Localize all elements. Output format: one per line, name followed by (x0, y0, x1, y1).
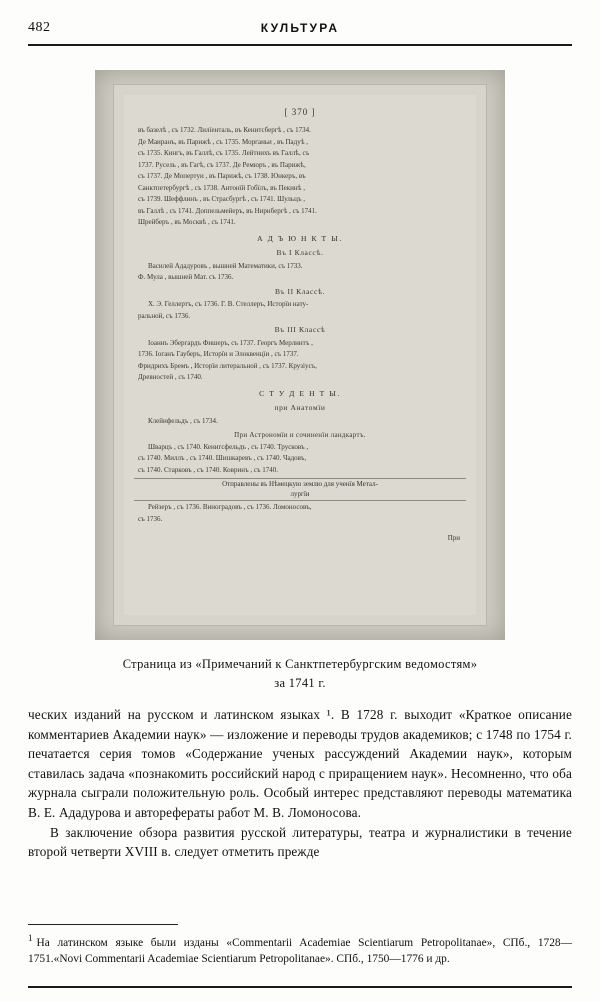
plate-subsection-class2: Въ II Классѣ. (274, 286, 326, 296)
page-folio: 482 (28, 20, 51, 35)
plate-line: Іоаннъ Эбергардъ Фишеръ, съ 1737. Георгъ Мерлинтъ , (148, 338, 313, 347)
facsimile-plate (95, 70, 505, 640)
plate-line: Рейзеръ , съ 1736. Виноградовъ , съ 1736. Ломоносовъ, (148, 503, 312, 511)
plate-section-adjuncts: А Д Ъ Ю Н К Т Ы. (257, 233, 343, 243)
plate-line: Де Маиранъ, въ Парижѣ , съ 1735. Морганьи , въ Падуѣ , (138, 137, 309, 146)
plate-metallurgy-heading (134, 478, 466, 501)
plate-catchword: При (447, 534, 460, 542)
plate-subsection-anatomy: при Анатомїи (274, 403, 326, 412)
caption-line-2: за 1741 г. (274, 676, 326, 690)
running-head (28, 20, 572, 42)
body-text (28, 705, 572, 862)
plate-line: Шварцъ , съ 1740. Кенигсфельдъ , съ 1740. Трусковъ , (148, 442, 309, 451)
plate-line: Василей Ададуровъ , вышней Математики, съ 1733. (148, 261, 303, 270)
plate-line: съ 1737. Де Мопертуи , въ Парижѣ, съ 1738. Юнкеръ, въ (138, 172, 306, 180)
plate-line: Клейнфельдъ , съ 1734. (148, 416, 218, 425)
body-paragraph: ческих изданий на русском и латинском языках ¹. В 1728 г. выходит «Краткое описание комментариев Академии наук» — изложение и переводы трудов академиков; с 1748 по 1754 г. печатается серия томов «Содержание ученых рассуждений Академии наук», которым ставилась задача «познакомить российский народ с приращением наук». Несомненно, что оба журнала сыграли положительную роль. Особый интерес представляют переводы математика В. Е. Ададурова и авторефераты работ М. В. Ломоносова. (28, 707, 572, 820)
plate-line: Х. Э. Геллертъ, съ 1736. Г. В. Стеллеръ, Исторїи нату- (148, 300, 309, 308)
caption-line-1: Страница из «Примечаний к Санктпетербургским ведомостям» (122, 657, 478, 671)
footer-rule (28, 986, 572, 988)
footnote-text (28, 930, 572, 967)
plate-line: въ Галлѣ , съ 1741. Доппельмейеръ, въ Нирнбергѣ , съ 1741. (138, 206, 317, 215)
plate-subsection-astronomy: При Астрономїи и сочиненїи ландкартъ. (234, 431, 366, 439)
plate-line: въ базелѣ , съ 1732. Лилїенталь, въ Кенитсбергѣ , съ 1734. (138, 126, 311, 134)
plate-line: Фридрихъ Бремъ , Исторїи литеральной , съ 1737. Крузіусъ, (138, 361, 317, 370)
body-paragraph: В заключение обзора развития русской литературы, театра и журналистики в течение второй четверти XVIII в. следует отметить прежде (28, 824, 572, 860)
plate-sheet (124, 95, 476, 615)
footnote (28, 930, 572, 967)
plate-page-number: [ 370 ] (284, 107, 316, 117)
plate-subsection-class1: Въ I Классѣ. (276, 248, 324, 257)
plate-line: съ 1740. Миллъ , съ 1740. Шишкаревъ , съ 1740. Чадовъ, (138, 454, 307, 462)
plate-frame (113, 84, 487, 626)
plate-line: лургїи (290, 489, 310, 498)
plate-line: Шрейберъ , въ Москвѣ , съ 1741. (138, 218, 236, 226)
plate-line: 1737. Русель , въ Гагѣ, съ 1737. Де Ремюръ , въ Парижѣ, (138, 160, 306, 169)
plate-line: съ 1739. Шеффлинъ , въ Страсбургѣ , съ 1741. Шульцъ , (138, 195, 305, 203)
plate-line: съ 1740. Старковъ , съ 1740. Ковринъ , съ 1740. (138, 465, 279, 474)
plate-line: Ф. Мула , вышней Мат. съ 1736. (138, 273, 234, 281)
running-head-title: КУЛЬТУРА (260, 21, 340, 35)
plate-subsection-class3: Въ III Классѣ (274, 325, 326, 334)
figure-caption (60, 655, 540, 693)
footnote-marker: 1 (28, 933, 33, 943)
plate-line: съ 1735. Кингъ, въ Галлѣ, съ 1735. Лейтнихъ въ Галлѣ, съ (138, 149, 310, 157)
plate-line: 1736. Іоганъ Гауберъ, Исторїи и Элоквенцїи , съ 1737. (138, 350, 299, 358)
footnote-body: На латинском языке были изданы «Commentarii Academiae Scientiarum Petropolitanae», СПб., 1728—1751.«Novi Commentarii Academiae Scientiarum Petropolitanae». СПб., 1750—1776 и др. (28, 936, 572, 965)
plate-line: Санктпетербургѣ , съ 1738. Антонїй Гобїлъ, въ Пекинѣ , (138, 183, 305, 192)
plate-line: съ 1736. (138, 514, 163, 523)
footnote-rule (28, 924, 178, 925)
plate-line: Отправлены въ Нѣмецкую землю для ученїя Метал- (222, 480, 378, 488)
plate-line: Древностей , съ 1740. (138, 373, 203, 381)
header-rule (28, 44, 572, 46)
plate-section-students: С Т У Д Е Н Т Ы. (259, 388, 341, 398)
plate-line: ральной, съ 1736. (138, 311, 191, 320)
